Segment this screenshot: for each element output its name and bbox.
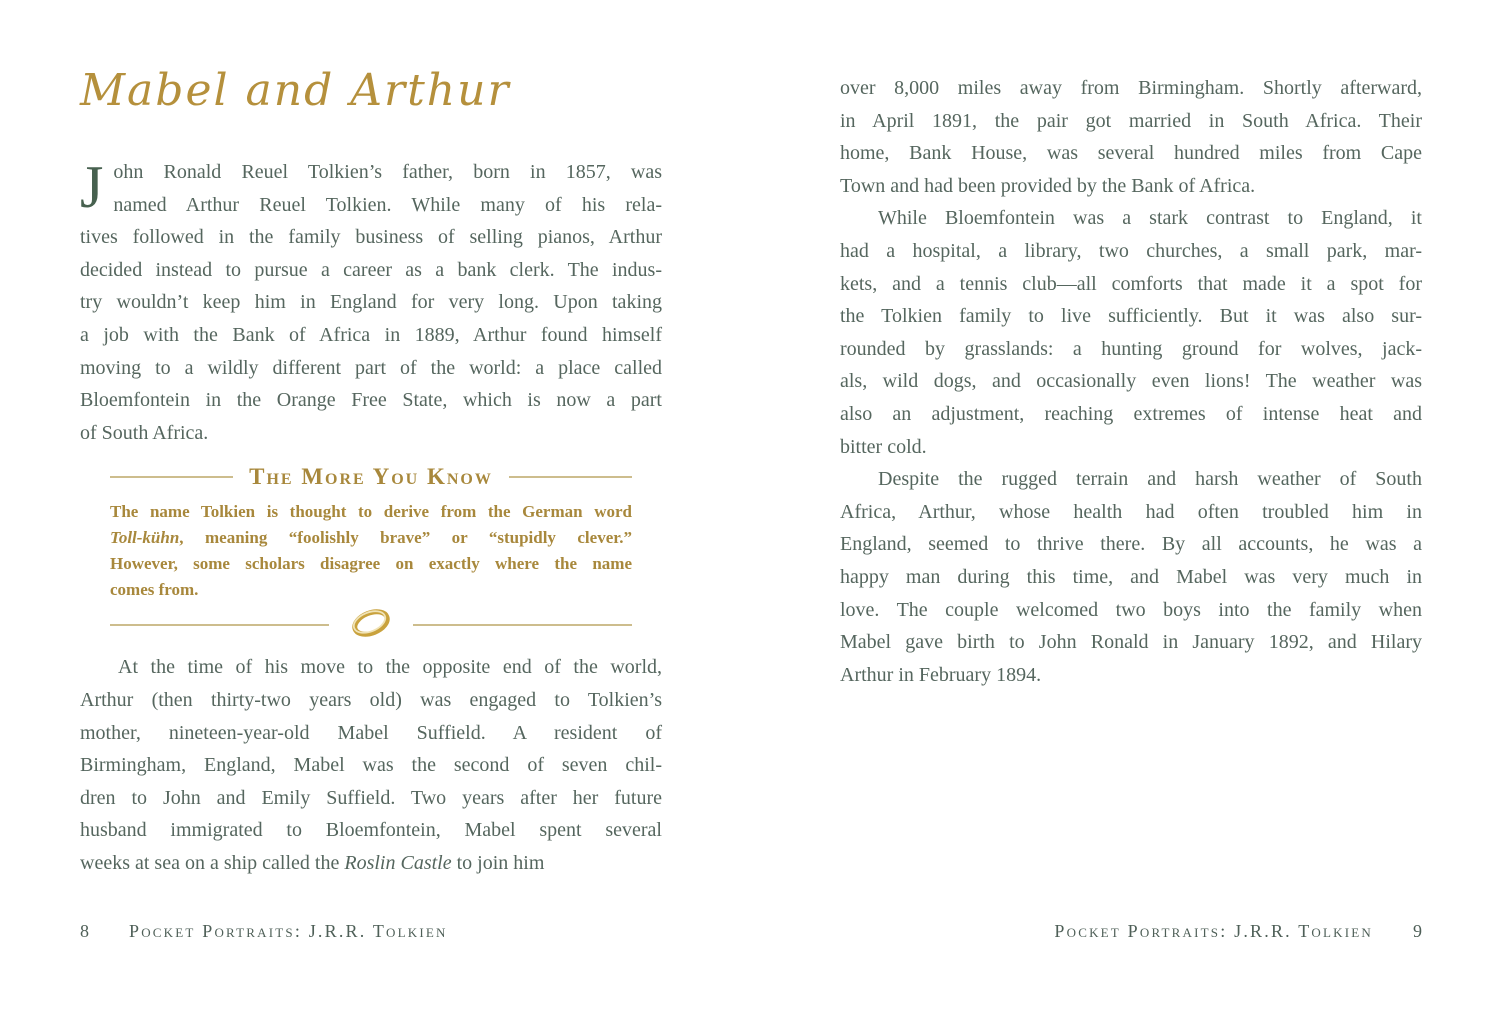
text-line: try wouldn’t keep him in England for very long. Upon taking xyxy=(80,291,662,314)
ring-icon xyxy=(343,603,399,648)
text-line: Town and had been provided by the Bank of Africa. xyxy=(840,174,1256,197)
text-line: als, wild dogs, and occasionally even lions! The weather was xyxy=(840,370,1422,393)
paragraph-john-ronald xyxy=(80,156,662,449)
text-line: home, Bank House, was several hundred miles from Cape xyxy=(840,142,1422,165)
text-line: Arthur (then thirty-two years old) was engaged to Tolkien’s xyxy=(80,688,662,711)
running-title: Pocket Portraits: J.R.R. Tolkien xyxy=(129,921,448,941)
text-line: weeks at sea on a ship called the Roslin Castle to join him xyxy=(80,851,545,874)
text-line: decided instead to pursue a career as a bank clerk. The indus- xyxy=(80,258,662,281)
right-page xyxy=(840,0,1422,691)
text-line: Despite the rugged terrain and harsh weather of South xyxy=(878,468,1422,491)
text-line: Mabel gave birth to John Ronald in January 1892, and Hilary xyxy=(840,631,1422,654)
text-line: love. The couple welcomed two boys into the family when xyxy=(840,598,1422,621)
text-line: happy man during this time, and Mabel was very much in xyxy=(840,565,1422,588)
text-line: named Arthur Reuel Tolkien. While many of his rela- xyxy=(113,193,662,216)
rule-left xyxy=(110,476,233,478)
paragraph-lines xyxy=(80,156,662,449)
left-page-footer xyxy=(80,921,662,942)
left-page xyxy=(80,0,662,880)
text-line: mother, nineteen-year-old Mabel Suffield. A resident of xyxy=(80,721,662,744)
callout-body xyxy=(110,499,632,603)
right-page-text xyxy=(840,72,1422,691)
text-line: The name Tolkien is thought to derive from the German word xyxy=(110,502,632,522)
page-number: 9 xyxy=(1413,921,1422,941)
callout-heading: The More You Know xyxy=(249,464,493,490)
paragraph-over-8000-miles xyxy=(840,72,1422,202)
dropcap-letter: J xyxy=(80,154,104,220)
text-line: rounded by grasslands: a hunting ground for wolves, jack- xyxy=(840,337,1422,360)
text-line: Toll-kühn, meaning “foolishly brave” or “stupidly clever.” xyxy=(110,528,632,548)
text-line: moving to a wildly different part of the world: a place called xyxy=(80,356,662,379)
text-line: At the time of his move to the opposite end of the world, xyxy=(118,656,662,679)
text-line: also an adjustment, reaching extremes of intense heat and xyxy=(840,402,1422,425)
text-line: bitter cold. xyxy=(840,435,927,458)
text-line: Arthur in February 1894. xyxy=(840,663,1042,686)
text-line: had a hospital, a library, two churches, a small park, mar- xyxy=(840,239,1422,262)
text-line: Africa, Arthur, whose health had often troubled him in xyxy=(840,500,1422,523)
text-line: Bloemfontein in the Orange Free State, which is now a part xyxy=(80,389,662,412)
text-line: tives followed in the family business of selling pianos, Arthur xyxy=(80,226,662,249)
text-line: Birmingham, England, Mabel was the second of seven chil- xyxy=(80,754,662,777)
text-line: in April 1891, the pair got married in South Africa. Their xyxy=(840,109,1422,132)
rule-right xyxy=(509,476,632,478)
text-line: England, seemed to thrive there. By all accounts, he was a xyxy=(840,533,1422,556)
text-line: of South Africa. xyxy=(80,421,209,444)
text-line: the Tolkien family to live sufficiently. But it was also sur- xyxy=(840,305,1422,328)
callout-divider xyxy=(110,605,632,645)
right-page-footer xyxy=(840,921,1422,942)
page-number: 8 xyxy=(80,921,89,941)
callout-the-more-you-know xyxy=(110,463,632,645)
text-line: While Bloemfontein was a stark contrast to England, it xyxy=(878,207,1422,230)
text-line: However, some scholars disagree on exactly where the name xyxy=(110,554,632,574)
running-title: Pocket Portraits: J.R.R. Tolkien xyxy=(1054,921,1373,941)
text-line: kets, and a tennis club—all comforts that made it a spot for xyxy=(840,272,1422,295)
paragraph-despite-terrain xyxy=(840,463,1422,691)
paragraph-at-the-time xyxy=(80,651,662,879)
text-line: comes from. xyxy=(110,580,199,600)
paragraph-while-bloemfontein xyxy=(840,202,1422,463)
text-line: dren to John and Emily Suffield. Two years after her future xyxy=(80,786,662,809)
callout-header xyxy=(110,463,632,491)
divider-rule-right xyxy=(413,624,632,626)
text-line: husband immigrated to Bloemfontein, Mabel spent several xyxy=(80,819,662,842)
chapter-title: Mabel and Arthur xyxy=(80,65,511,116)
text-line: ohn Ronald Reuel Tolkien’s father, born in 1857, was xyxy=(113,161,662,183)
divider-rule-left xyxy=(110,624,329,626)
text-line: over 8,000 miles away from Birmingham. Shortly afterward, xyxy=(840,77,1422,99)
text-line: a job with the Bank of Africa in 1889, Arthur found himself xyxy=(80,323,662,346)
